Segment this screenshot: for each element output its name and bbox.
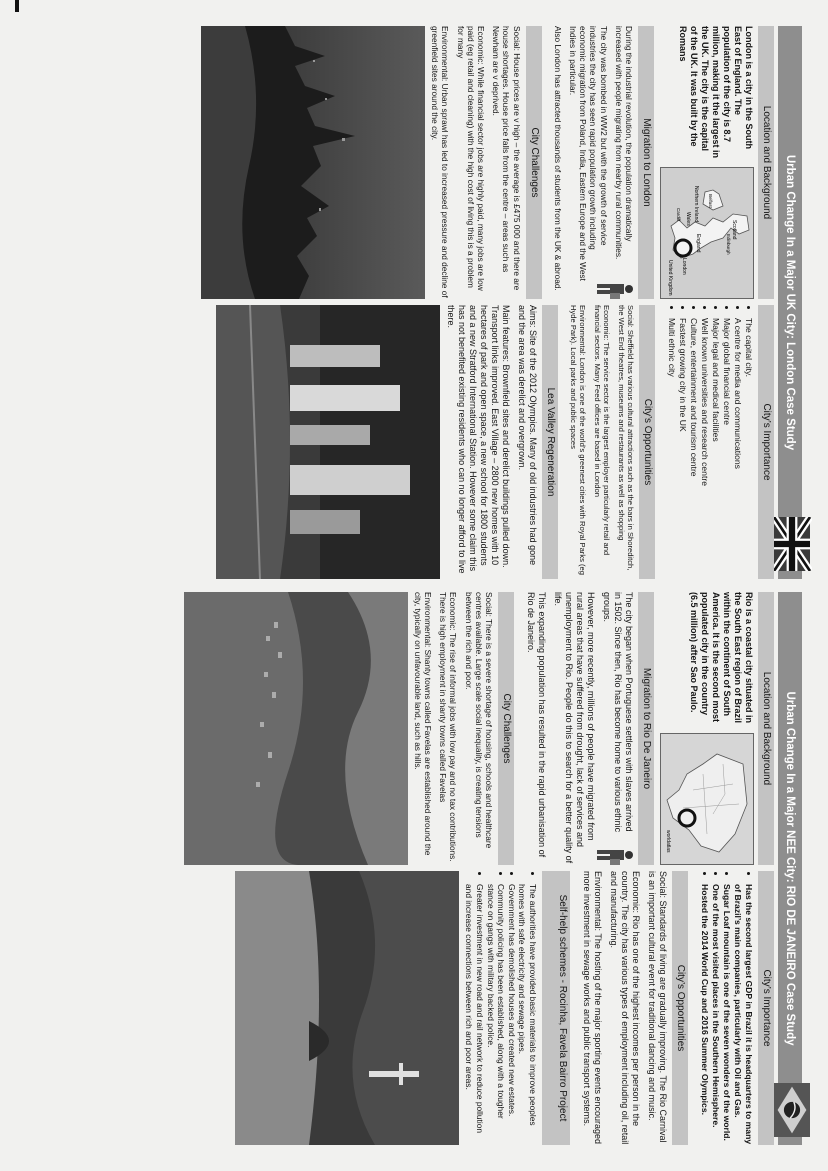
person-icon [596,279,634,299]
london-migration-p3: Also London has attracted thousands of students from the UK & abroad. [552,26,563,291]
rio-challenges-social: Social: There is a severe shortage of housing, schools and healthcare centres available. Large scale social inequality, is creating tensions between the rich and poor. [463,592,494,849]
london-importance-item: • A centre for media and communications [732,318,743,579]
rio-importance-heading: City’s Importance [758,871,774,1145]
rio-migration-p1: The city began when Portuguese settlers with slaves arrived in 1502. Since then, Rio has become home to various ethnic groups. [602,592,634,833]
rio-migration-heading: Migration to Rio De Janeiro [638,592,654,865]
rio-case-study [32,592,802,1145]
map-label-edinburgh: Edinburgh [726,234,731,255]
rio-location-heading: Location and Background [758,592,774,865]
rio-opportunities-economic: Economic: Rio has one of the highest incomes per person in the country. The city has various types of employment including oil, retail and manufacturing. [609,871,641,1145]
map-label-london: London [681,258,687,275]
map-label-england: England [695,234,701,253]
london-opportunities-environmental: Environmental: London is one of the world’s greenest cities with Royal Parks (eg Hyde Park). Local parks and public spaces [568,305,588,576]
rio-favela-photo [184,592,408,865]
london-importance-item: • Culture, entertainment and tourism centre [688,318,699,579]
rio-importance-item: • Has the second largest GDP in Brazil it is headquarters to many of Brazil’s main companies, particularly with Oil and Gas. [732,884,754,1145]
rio-location-text: Rio is a coastal city situated in the South East region of Brazil within the continent of South America. It is the second most populated city in the country (6.5 million) after Sao Paulo. [689,592,754,724]
rio-importance-item: • Hosted the 2014 World Cup and 2016 Summer Olympics. [699,884,710,1145]
london-skyline-photo [201,26,425,299]
london-col-right [32,305,774,579]
london-migration-heading: Migration to London [638,26,654,299]
london-challenges-heading: City Challenges [526,26,542,299]
rio-challenges-heading: City Challenges [498,592,514,865]
london-challenges-economic: Economic: While financial sector jobs are highly paid, many jobs are low paid (eg retail and cleaning) with the high cost of living this is a problem for many [455,26,486,291]
lea-valley-heading: Lea Valley Regeneration [542,305,558,579]
london-importance-list [666,305,754,579]
london-opportunities-social: Social: Sheffield has various cultural attractions such as the bars in Shoreditch, the West End theatres, museums and restaurants as well as shopping [616,305,635,571]
brazil-map-graphic [661,734,753,864]
london-location-text: London is a city in the South East of England. The population of the city is 8.7 million, making it the largest in the UK. The city is the capital of the UK. It was built by the Romans [678,26,754,159]
rio-favela-graphic [184,592,408,865]
rio-challenges-environmental: Environmental: Shanty towns called Favelas are established around the city, typically on unfavourable land, such as hills. [412,592,433,856]
map-label-united-kingdom: United Kingdom [667,260,673,296]
london-location-heading: Location and Background [758,26,774,299]
rio-selfhelp-item: • The authorities have provided basic materials to improve peoples homes with safe electricity and sewage pipes. [517,884,538,1145]
map-label-cardiff: Cardiff [676,208,681,222]
map-label-worldatlas: worldatlas [665,830,671,853]
rio-opportunities-social: Social: Standards of living are gradually improving. The Rio Carnival is an important cultural event for traditional dancing and music. [647,871,668,1143]
london-case-study [32,26,802,579]
rio-selfhelp-item: • Greater investment in new road and rail network to reduce pollution and increase connections between rich and poor areas. [464,884,485,1145]
london-opportunities-economic: Economic: The service sector is the largest employer particularly retail and financial sectors. Many Feed offices are based in London [592,305,612,556]
london-importance-item: • Major legal and medical facilities [710,318,721,579]
rio-challenges-economic: Economic: The rise of informal jobs with low pay and no tax contributions. There is high employment in shanty towns called Favelas [438,592,459,862]
canary-wharf-night-graphic [216,305,440,579]
rio-selfhelp-item: • Community policing has been established, along with a tougher stance on gangs with military backed police. [485,884,506,1145]
lea-valley-photo [216,305,440,579]
registration-mark [15,0,19,12]
map-label-scotland: Scotland [731,220,737,240]
london-col-left [32,26,774,299]
london-migration-p1: During the industrial revolution, the population dramatically increased with people migrating from nearby rural communities. [613,26,634,260]
map-label-belfast: Belfast [708,194,713,208]
rio-migration-p3: This expanding population has resulted in the rapid urbanisation of Rio de Janeiro. [526,592,547,858]
london-challenges-social: Social: House prices are v high – the average is £475 000 and there are house shortages. House price falls from the centre – areas such as Newham are v deprived. [491,26,522,291]
rio-selfhelp-heading: Self-help schemes - Rocinha, Favela Bairro Project [542,871,570,1145]
rio-title: Urban Change In a Major NEE City: RIO DE JANEIRO Case Study [778,592,802,1145]
rio-col-left [32,592,774,865]
rio-migration-p2: However, more recently, millions of people have migrated from rural areas that have suffered from drought, lack of services and unemployment to Rio. People do this to search for a better quality of life. [553,592,596,864]
map-label-northern-ireland: Northern Ireland [693,186,699,223]
lea-valley-features: Main features: Brownfield sites and derelict buildings pulled down. Transport links improved. East Village – 2800 new homes with 10 hectares of park and open space, a new school for 1800 students and a new Stratford International Station. However some claim this has not benefited existing residents who can no longer afford to live there. [445,305,511,574]
rio-opportunities-environmental: Environmental: The hosting of the major sporting events encouraged more investment in sewage works and public transport systems. [582,871,603,1144]
london-importance-item: • Fastest growing city in the UK [677,318,688,579]
london-title: Urban Change In a Major UK City: London Case Study [778,26,802,579]
london-challenges-environmental: Environmental: Urban sprawl has led to increased pressure and decline of greenfield sites around the city. [430,26,451,298]
rio-importance-list [699,871,754,1145]
rio-importance-item: • Sugar Loaf mountain is one of the seven wonders of the world. [721,884,732,1145]
london-importance-item: • Multi ethnic city [666,318,677,579]
london-importance-item: • Major global financial centre [721,318,732,579]
london-importance-item: • The capital city. [743,318,754,579]
rio-importance-item: • One of the most visited places in the Southern Hemisphere. [710,884,721,1145]
rio-selfhelp-item: • Government has demolished houses and created new estates. [506,884,517,1145]
brazil-map [660,733,754,865]
london-opportunities-heading: City’s Opportunities [639,305,655,579]
rio-location-row [660,592,754,865]
uk-map-graphic [661,168,753,298]
london-location-row [660,26,754,299]
rio-col-right [32,871,774,1145]
lea-valley-aims: Aims: Site of the 2012 Olympics. Many of old industries had gone and the area was derelict and overgrown. [516,305,538,566]
london-migration-p2: The city was bombed in WW2 but with the growth of service industries the city has seen rapid population growth including economic migration from Poland, India, Eastern Europe and the West Indies in particular. [567,26,609,281]
london-importance-item: • Well known universities and research centre [699,318,710,579]
rio-opportunities-heading: City’s Opportunities [672,871,688,1145]
rio-bay-graphic [235,871,459,1145]
uk-map [660,167,754,299]
rio-selfhelp-list [464,871,538,1145]
brazil-flag-icon [772,1083,812,1137]
person-icon [596,845,634,865]
rio-bay-photo [235,871,459,1145]
uk-flag-icon [772,517,812,571]
london-skyline-graphic [201,26,425,299]
map-label-wales: Wales [685,212,691,226]
london-importance-heading: City’s Importance [758,305,774,579]
